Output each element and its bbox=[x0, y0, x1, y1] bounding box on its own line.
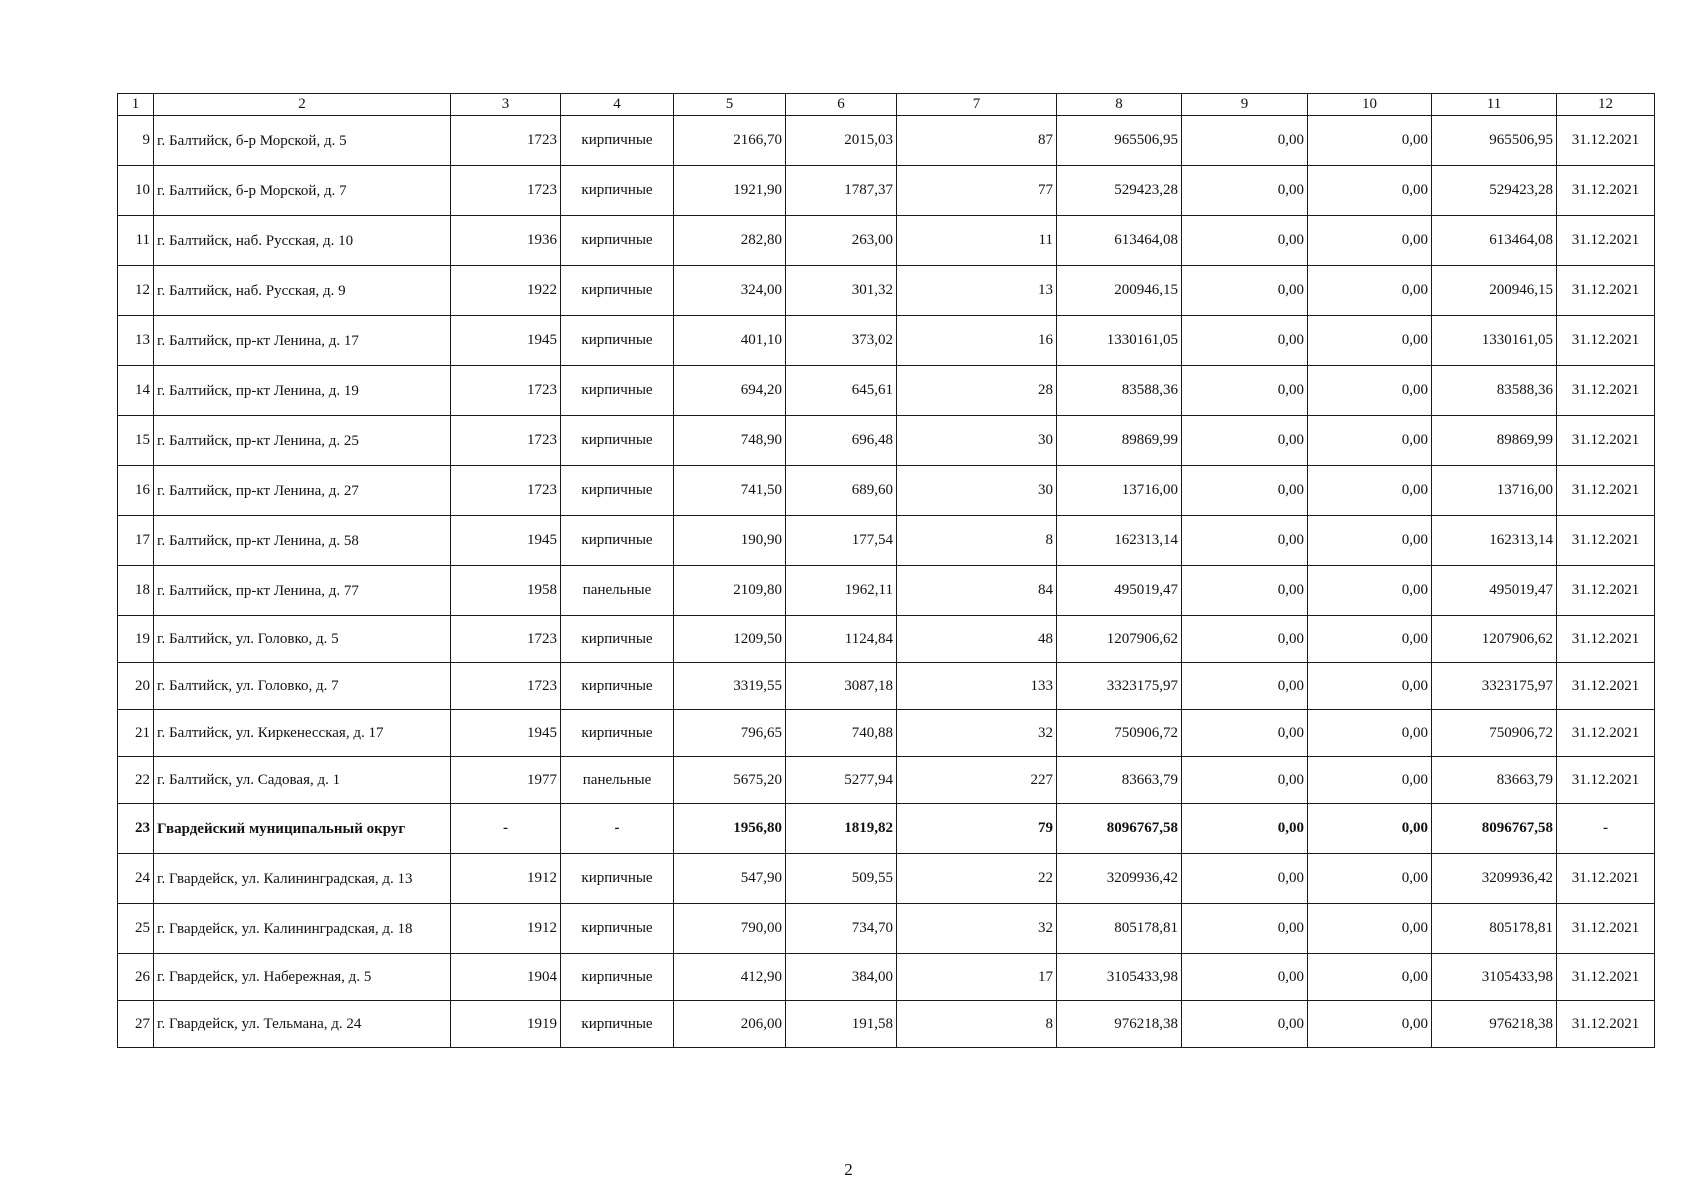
date-cell: 31.12.2021 bbox=[1557, 1001, 1655, 1048]
year-cell: 1723 bbox=[451, 366, 561, 416]
col11-cell: 529423,28 bbox=[1432, 166, 1557, 216]
col-header-10: 10 bbox=[1308, 94, 1432, 116]
row-number: 12 bbox=[118, 266, 154, 316]
col9-cell: 0,00 bbox=[1182, 904, 1308, 954]
col11-cell: 495019,47 bbox=[1432, 566, 1557, 616]
address-cell: г. Балтийск, ул. Головко, д. 5 bbox=[154, 616, 451, 663]
material-cell: кирпичные bbox=[561, 416, 674, 466]
col11-cell: 805178,81 bbox=[1432, 904, 1557, 954]
col7-cell: 8 bbox=[897, 516, 1057, 566]
col5-cell: 5675,20 bbox=[674, 757, 786, 804]
year-cell: 1723 bbox=[451, 166, 561, 216]
col10-cell: 0,00 bbox=[1308, 663, 1432, 710]
col7-cell: 227 bbox=[897, 757, 1057, 804]
col8-cell: 3209936,42 bbox=[1057, 854, 1182, 904]
col10-cell: 0,00 bbox=[1308, 266, 1432, 316]
material-cell: кирпичные bbox=[561, 366, 674, 416]
col8-cell: 495019,47 bbox=[1057, 566, 1182, 616]
col11-cell: 3323175,97 bbox=[1432, 663, 1557, 710]
date-cell: 31.12.2021 bbox=[1557, 216, 1655, 266]
col10-cell: 0,00 bbox=[1308, 854, 1432, 904]
col11-cell: 1207906,62 bbox=[1432, 616, 1557, 663]
col7-cell: 30 bbox=[897, 416, 1057, 466]
row-number: 11 bbox=[118, 216, 154, 266]
year-cell: 1922 bbox=[451, 266, 561, 316]
col9-cell: 0,00 bbox=[1182, 804, 1308, 854]
address-cell: г. Гвардейск, ул. Набережная, д. 5 bbox=[154, 954, 451, 1001]
year-cell: 1945 bbox=[451, 516, 561, 566]
material-cell: кирпичные bbox=[561, 216, 674, 266]
col9-cell: 0,00 bbox=[1182, 316, 1308, 366]
col8-cell: 89869,99 bbox=[1057, 416, 1182, 466]
year-cell: 1958 bbox=[451, 566, 561, 616]
table-row bbox=[118, 166, 1655, 216]
row-number: 17 bbox=[118, 516, 154, 566]
row-number: 24 bbox=[118, 854, 154, 904]
material-cell: панельные bbox=[561, 757, 674, 804]
col5-cell: 2109,80 bbox=[674, 566, 786, 616]
table-row bbox=[118, 116, 1655, 166]
address-cell: г. Балтийск, б-р Морской, д. 7 bbox=[154, 166, 451, 216]
row-number: 23 bbox=[118, 804, 154, 854]
col9-cell: 0,00 bbox=[1182, 116, 1308, 166]
col5-cell: 3319,55 bbox=[674, 663, 786, 710]
col5-cell: 796,65 bbox=[674, 710, 786, 757]
address-cell: г. Балтийск, наб. Русская, д. 10 bbox=[154, 216, 451, 266]
address-cell: г. Балтийск, пр-кт Ленина, д. 27 bbox=[154, 466, 451, 516]
material-cell: кирпичные bbox=[561, 316, 674, 366]
col6-cell: 1124,84 bbox=[786, 616, 897, 663]
table-row bbox=[118, 904, 1655, 954]
year-cell: 1919 bbox=[451, 1001, 561, 1048]
col7-cell: 48 bbox=[897, 616, 1057, 663]
year-cell: 1936 bbox=[451, 216, 561, 266]
col6-cell: 696,48 bbox=[786, 416, 897, 466]
address-cell: Гвардейский муниципальный округ bbox=[154, 804, 451, 854]
year-cell: 1945 bbox=[451, 710, 561, 757]
col7-cell: 32 bbox=[897, 904, 1057, 954]
col11-cell: 83588,36 bbox=[1432, 366, 1557, 416]
year-cell: 1723 bbox=[451, 116, 561, 166]
col6-cell: 1787,37 bbox=[786, 166, 897, 216]
col5-cell: 401,10 bbox=[674, 316, 786, 366]
year-cell: 1723 bbox=[451, 466, 561, 516]
col10-cell: 0,00 bbox=[1308, 566, 1432, 616]
col6-cell: 177,54 bbox=[786, 516, 897, 566]
col7-cell: 17 bbox=[897, 954, 1057, 1001]
col8-cell: 965506,95 bbox=[1057, 116, 1182, 166]
date-cell: 31.12.2021 bbox=[1557, 757, 1655, 804]
col11-cell: 162313,14 bbox=[1432, 516, 1557, 566]
col8-cell: 83588,36 bbox=[1057, 366, 1182, 416]
material-cell: кирпичные bbox=[561, 466, 674, 516]
col6-cell: 191,58 bbox=[786, 1001, 897, 1048]
table-row bbox=[118, 216, 1655, 266]
col8-cell: 83663,79 bbox=[1057, 757, 1182, 804]
col10-cell: 0,00 bbox=[1308, 616, 1432, 663]
material-cell: кирпичные bbox=[561, 266, 674, 316]
address-cell: г. Балтийск, пр-кт Ленина, д. 25 bbox=[154, 416, 451, 466]
row-number: 25 bbox=[118, 904, 154, 954]
table-row bbox=[118, 663, 1655, 710]
row-number: 10 bbox=[118, 166, 154, 216]
col9-cell: 0,00 bbox=[1182, 854, 1308, 904]
address-cell: г. Балтийск, пр-кт Ленина, д. 19 bbox=[154, 366, 451, 416]
date-cell: 31.12.2021 bbox=[1557, 710, 1655, 757]
address-cell: г. Гвардейск, ул. Тельмана, д. 24 bbox=[154, 1001, 451, 1048]
date-cell: 31.12.2021 bbox=[1557, 904, 1655, 954]
col7-cell: 13 bbox=[897, 266, 1057, 316]
col9-cell: 0,00 bbox=[1182, 616, 1308, 663]
col5-cell: 694,20 bbox=[674, 366, 786, 416]
table-row bbox=[118, 566, 1655, 616]
material-cell: кирпичные bbox=[561, 854, 674, 904]
material-cell: кирпичные bbox=[561, 663, 674, 710]
table-row bbox=[118, 854, 1655, 904]
year-cell: 1912 bbox=[451, 854, 561, 904]
col6-cell: 509,55 bbox=[786, 854, 897, 904]
date-cell: 31.12.2021 bbox=[1557, 116, 1655, 166]
date-cell: 31.12.2021 bbox=[1557, 663, 1655, 710]
col8-cell: 13716,00 bbox=[1057, 466, 1182, 516]
col6-cell: 645,61 bbox=[786, 366, 897, 416]
col7-cell: 30 bbox=[897, 466, 1057, 516]
col6-cell: 734,70 bbox=[786, 904, 897, 954]
date-cell: 31.12.2021 bbox=[1557, 616, 1655, 663]
col8-cell: 750906,72 bbox=[1057, 710, 1182, 757]
year-cell: 1723 bbox=[451, 616, 561, 663]
col8-cell: 529423,28 bbox=[1057, 166, 1182, 216]
col10-cell: 0,00 bbox=[1308, 116, 1432, 166]
col10-cell: 0,00 bbox=[1308, 216, 1432, 266]
col7-cell: 87 bbox=[897, 116, 1057, 166]
col9-cell: 0,00 bbox=[1182, 954, 1308, 1001]
page-number: 2 bbox=[844, 1160, 853, 1179]
date-cell: 31.12.2021 bbox=[1557, 316, 1655, 366]
header-row bbox=[118, 94, 1655, 116]
year-cell: - bbox=[451, 804, 561, 854]
col-header-11: 11 bbox=[1432, 94, 1557, 116]
col11-cell: 3209936,42 bbox=[1432, 854, 1557, 904]
col11-cell: 750906,72 bbox=[1432, 710, 1557, 757]
row-number: 13 bbox=[118, 316, 154, 366]
row-number: 18 bbox=[118, 566, 154, 616]
col9-cell: 0,00 bbox=[1182, 516, 1308, 566]
col7-cell: 28 bbox=[897, 366, 1057, 416]
col7-cell: 16 bbox=[897, 316, 1057, 366]
col11-cell: 965506,95 bbox=[1432, 116, 1557, 166]
row-number: 16 bbox=[118, 466, 154, 516]
table-row bbox=[118, 316, 1655, 366]
year-cell: 1945 bbox=[451, 316, 561, 366]
col6-cell: 373,02 bbox=[786, 316, 897, 366]
col-header-4: 4 bbox=[561, 94, 674, 116]
col10-cell: 0,00 bbox=[1308, 166, 1432, 216]
table-row bbox=[118, 616, 1655, 663]
year-cell: 1912 bbox=[451, 904, 561, 954]
table-row bbox=[118, 757, 1655, 804]
col5-cell: 1209,50 bbox=[674, 616, 786, 663]
col8-cell: 3105433,98 bbox=[1057, 954, 1182, 1001]
col9-cell: 0,00 bbox=[1182, 416, 1308, 466]
col7-cell: 11 bbox=[897, 216, 1057, 266]
col10-cell: 0,00 bbox=[1308, 316, 1432, 366]
col9-cell: 0,00 bbox=[1182, 1001, 1308, 1048]
col9-cell: 0,00 bbox=[1182, 710, 1308, 757]
col8-cell: 200946,15 bbox=[1057, 266, 1182, 316]
col6-cell: 1962,11 bbox=[786, 566, 897, 616]
col8-cell: 976218,38 bbox=[1057, 1001, 1182, 1048]
address-cell: г. Гвардейск, ул. Калининградская, д. 18 bbox=[154, 904, 451, 954]
col5-cell: 547,90 bbox=[674, 854, 786, 904]
address-cell: г. Гвардейск, ул. Калининградская, д. 13 bbox=[154, 854, 451, 904]
col10-cell: 0,00 bbox=[1308, 516, 1432, 566]
col10-cell: 0,00 bbox=[1308, 954, 1432, 1001]
col10-cell: 0,00 bbox=[1308, 757, 1432, 804]
year-cell: 1904 bbox=[451, 954, 561, 1001]
date-cell: 31.12.2021 bbox=[1557, 954, 1655, 1001]
col10-cell: 0,00 bbox=[1308, 416, 1432, 466]
col-header-5: 5 bbox=[674, 94, 786, 116]
col10-cell: 0,00 bbox=[1308, 1001, 1432, 1048]
address-cell: г. Балтийск, пр-кт Ленина, д. 77 bbox=[154, 566, 451, 616]
col5-cell: 1956,80 bbox=[674, 804, 786, 854]
table-row bbox=[118, 366, 1655, 416]
col11-cell: 13716,00 bbox=[1432, 466, 1557, 516]
col-header-12: 12 bbox=[1557, 94, 1655, 116]
col6-cell: 740,88 bbox=[786, 710, 897, 757]
col8-cell: 613464,08 bbox=[1057, 216, 1182, 266]
col-header-6: 6 bbox=[786, 94, 897, 116]
row-number: 26 bbox=[118, 954, 154, 1001]
col11-cell: 613464,08 bbox=[1432, 216, 1557, 266]
col5-cell: 206,00 bbox=[674, 1001, 786, 1048]
material-cell: кирпичные bbox=[561, 166, 674, 216]
col11-cell: 3105433,98 bbox=[1432, 954, 1557, 1001]
date-cell: 31.12.2021 bbox=[1557, 466, 1655, 516]
col8-cell: 8096767,58 bbox=[1057, 804, 1182, 854]
row-number: 19 bbox=[118, 616, 154, 663]
material-cell: кирпичные bbox=[561, 516, 674, 566]
year-cell: 1723 bbox=[451, 663, 561, 710]
address-cell: г. Балтийск, ул. Киркенесская, д. 17 bbox=[154, 710, 451, 757]
address-cell: г. Балтийск, ул. Садовая, д. 1 bbox=[154, 757, 451, 804]
col10-cell: 0,00 bbox=[1308, 710, 1432, 757]
col-header-3: 3 bbox=[451, 94, 561, 116]
col8-cell: 1207906,62 bbox=[1057, 616, 1182, 663]
table-row bbox=[118, 266, 1655, 316]
col9-cell: 0,00 bbox=[1182, 566, 1308, 616]
col-header-1: 1 bbox=[118, 94, 154, 116]
col5-cell: 412,90 bbox=[674, 954, 786, 1001]
table-row bbox=[118, 416, 1655, 466]
col6-cell: 301,32 bbox=[786, 266, 897, 316]
material-cell: кирпичные bbox=[561, 616, 674, 663]
col6-cell: 1819,82 bbox=[786, 804, 897, 854]
table-row bbox=[118, 516, 1655, 566]
housing-table bbox=[117, 93, 1655, 1048]
col6-cell: 384,00 bbox=[786, 954, 897, 1001]
row-number: 20 bbox=[118, 663, 154, 710]
address-cell: г. Балтийск, б-р Морской, д. 5 bbox=[154, 116, 451, 166]
address-cell: г. Балтийск, пр-кт Ленина, д. 17 bbox=[154, 316, 451, 366]
row-number: 21 bbox=[118, 710, 154, 757]
col5-cell: 1921,90 bbox=[674, 166, 786, 216]
col10-cell: 0,00 bbox=[1308, 466, 1432, 516]
col10-cell: 0,00 bbox=[1308, 904, 1432, 954]
col9-cell: 0,00 bbox=[1182, 757, 1308, 804]
date-cell: 31.12.2021 bbox=[1557, 854, 1655, 904]
col8-cell: 1330161,05 bbox=[1057, 316, 1182, 366]
col11-cell: 83663,79 bbox=[1432, 757, 1557, 804]
col7-cell: 77 bbox=[897, 166, 1057, 216]
material-cell: кирпичные bbox=[561, 116, 674, 166]
col8-cell: 162313,14 bbox=[1057, 516, 1182, 566]
col-header-9: 9 bbox=[1182, 94, 1308, 116]
col9-cell: 0,00 bbox=[1182, 266, 1308, 316]
col7-cell: 8 bbox=[897, 1001, 1057, 1048]
address-cell: г. Балтийск, наб. Русская, д. 9 bbox=[154, 266, 451, 316]
material-cell: кирпичные bbox=[561, 710, 674, 757]
col-header-2: 2 bbox=[154, 94, 451, 116]
material-cell: панельные bbox=[561, 566, 674, 616]
col6-cell: 263,00 bbox=[786, 216, 897, 266]
col7-cell: 32 bbox=[897, 710, 1057, 757]
material-cell: кирпичные bbox=[561, 1001, 674, 1048]
col11-cell: 976218,38 bbox=[1432, 1001, 1557, 1048]
col6-cell: 2015,03 bbox=[786, 116, 897, 166]
col7-cell: 84 bbox=[897, 566, 1057, 616]
material-cell: - bbox=[561, 804, 674, 854]
col7-cell: 133 bbox=[897, 663, 1057, 710]
row-number: 14 bbox=[118, 366, 154, 416]
col5-cell: 748,90 bbox=[674, 416, 786, 466]
col10-cell: 0,00 bbox=[1308, 804, 1432, 854]
col11-cell: 1330161,05 bbox=[1432, 316, 1557, 366]
col5-cell: 282,80 bbox=[674, 216, 786, 266]
total-row bbox=[118, 804, 1655, 854]
date-cell: 31.12.2021 bbox=[1557, 166, 1655, 216]
col10-cell: 0,00 bbox=[1308, 366, 1432, 416]
material-cell: кирпичные bbox=[561, 904, 674, 954]
col11-cell: 89869,99 bbox=[1432, 416, 1557, 466]
table-row bbox=[118, 954, 1655, 1001]
col9-cell: 0,00 bbox=[1182, 166, 1308, 216]
table-row bbox=[118, 1001, 1655, 1048]
col-header-7: 7 bbox=[897, 94, 1057, 116]
col7-cell: 79 bbox=[897, 804, 1057, 854]
col9-cell: 0,00 bbox=[1182, 663, 1308, 710]
col11-cell: 200946,15 bbox=[1432, 266, 1557, 316]
col7-cell: 22 bbox=[897, 854, 1057, 904]
col8-cell: 3323175,97 bbox=[1057, 663, 1182, 710]
row-number: 22 bbox=[118, 757, 154, 804]
col6-cell: 689,60 bbox=[786, 466, 897, 516]
col9-cell: 0,00 bbox=[1182, 466, 1308, 516]
col9-cell: 0,00 bbox=[1182, 216, 1308, 266]
row-number: 27 bbox=[118, 1001, 154, 1048]
col11-cell: 8096767,58 bbox=[1432, 804, 1557, 854]
row-number: 15 bbox=[118, 416, 154, 466]
col5-cell: 324,00 bbox=[674, 266, 786, 316]
col-header-8: 8 bbox=[1057, 94, 1182, 116]
col5-cell: 2166,70 bbox=[674, 116, 786, 166]
address-cell: г. Балтийск, ул. Головко, д. 7 bbox=[154, 663, 451, 710]
year-cell: 1723 bbox=[451, 416, 561, 466]
date-cell: - bbox=[1557, 804, 1655, 854]
col5-cell: 741,50 bbox=[674, 466, 786, 516]
table-row bbox=[118, 466, 1655, 516]
address-cell: г. Балтийск, пр-кт Ленина, д. 58 bbox=[154, 516, 451, 566]
date-cell: 31.12.2021 bbox=[1557, 566, 1655, 616]
col5-cell: 790,00 bbox=[674, 904, 786, 954]
table-row bbox=[118, 710, 1655, 757]
date-cell: 31.12.2021 bbox=[1557, 516, 1655, 566]
col8-cell: 805178,81 bbox=[1057, 904, 1182, 954]
date-cell: 31.12.2021 bbox=[1557, 266, 1655, 316]
col9-cell: 0,00 bbox=[1182, 366, 1308, 416]
year-cell: 1977 bbox=[451, 757, 561, 804]
col6-cell: 5277,94 bbox=[786, 757, 897, 804]
col5-cell: 190,90 bbox=[674, 516, 786, 566]
row-number: 9 bbox=[118, 116, 154, 166]
col6-cell: 3087,18 bbox=[786, 663, 897, 710]
material-cell: кирпичные bbox=[561, 954, 674, 1001]
date-cell: 31.12.2021 bbox=[1557, 366, 1655, 416]
date-cell: 31.12.2021 bbox=[1557, 416, 1655, 466]
